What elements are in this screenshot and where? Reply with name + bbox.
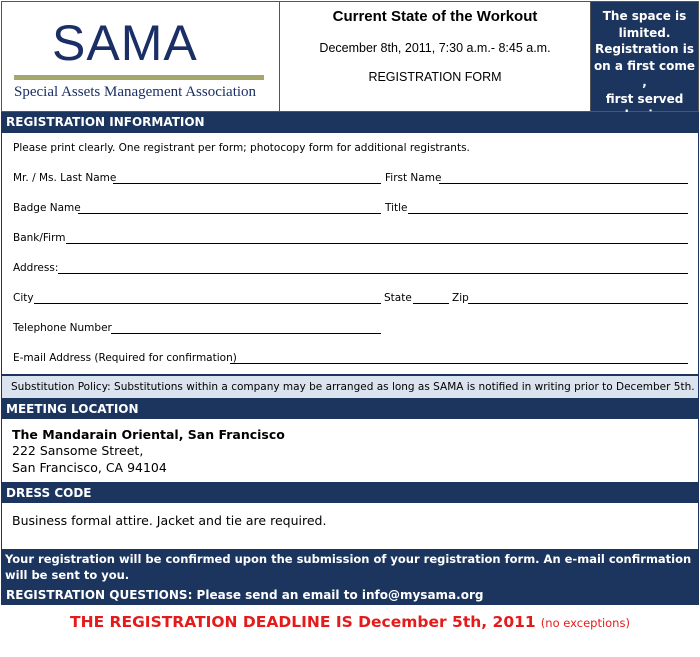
limited-space-notice <box>590 1 699 112</box>
last-name-field[interactable] <box>113 183 381 184</box>
telephone-field[interactable] <box>111 333 381 334</box>
registration-questions: REGISTRATION QUESTIONS: Please send an email to info@mysama.org <box>1 584 699 605</box>
badge-name-field[interactable] <box>78 213 381 214</box>
email-field[interactable] <box>230 363 688 364</box>
notice-line: Registration is <box>594 42 695 56</box>
state-label: State <box>384 292 412 304</box>
registration-heading: REGISTRATION INFORMATION <box>1 112 699 132</box>
substitution-text: Substitutions within a company may be arranged as long as SAMA is notified in writing prior to December 5th. <box>114 381 695 393</box>
meeting-location-heading: MEETING LOCATION <box>1 399 699 418</box>
deadline-note: (no exceptions) <box>540 616 630 630</box>
registration-deadline <box>0 612 700 631</box>
event-date: December 8th, 2011, 7:30 a.m.- 8:45 a.m. <box>319 41 551 55</box>
first-name-field[interactable] <box>439 183 688 184</box>
form-header <box>1 1 699 112</box>
zip-label: Zip <box>452 292 469 304</box>
substitution-label: Substitution Policy: <box>11 381 111 393</box>
address-field[interactable] <box>58 273 688 274</box>
title-block <box>280 1 590 112</box>
logo-name: SAMA <box>52 15 198 71</box>
zip-field[interactable] <box>468 303 688 304</box>
notice-line: on a first come , <box>593 58 696 89</box>
substitution-policy <box>1 375 699 399</box>
venue-city: San Francisco, CA 94104 <box>12 460 167 475</box>
venue-street: 222 Sansome Street, <box>12 443 144 458</box>
sama-logo <box>1 1 280 112</box>
badge-name-label: Badge Name <box>13 202 81 214</box>
deadline-text: THE REGISTRATION DEADLINE IS December 5th, 2011 <box>70 613 536 631</box>
state-field[interactable] <box>413 303 449 304</box>
last-name-label: Mr. / Ms. Last Name <box>13 172 117 184</box>
dress-code-box <box>1 502 699 550</box>
email-label: E-mail Address (Required for confirmation) <box>13 352 237 364</box>
form-label: REGISTRATION FORM <box>368 70 502 84</box>
meeting-location-box <box>1 418 699 483</box>
notice-line: limited. <box>618 25 671 40</box>
telephone-label: Telephone Number <box>13 322 112 334</box>
dress-code-heading: DRESS CODE <box>1 483 699 502</box>
venue-name: The Mandarain Oriental, San Francisco <box>12 427 285 442</box>
confirmation-notice: Your registration will be confirmed upon the submission of your registration form. An e-mail confirmation will be sent to you. <box>1 550 699 584</box>
address-label: Address: <box>13 262 59 274</box>
dress-code-text: Business formal attire. Jacket and tie are required. <box>12 513 327 528</box>
logo-divider <box>14 75 264 80</box>
registration-instructions: Please print clearly. One registrant per form; photocopy form for additional registrants. <box>13 142 470 154</box>
bank-firm-label: Bank/Firm <box>13 232 66 244</box>
bank-firm-field[interactable] <box>66 243 688 244</box>
title-field[interactable] <box>408 213 688 214</box>
notice-line: The space is <box>602 9 687 23</box>
registration-fields-box <box>1 132 699 375</box>
title-label: Title <box>385 202 408 214</box>
city-label: City <box>13 292 34 304</box>
first-name-label: First Name <box>385 172 442 184</box>
city-field[interactable] <box>34 303 381 304</box>
notice-line: first served <box>605 91 684 106</box>
logo-tagline: Special Assets Management Association <box>14 84 257 100</box>
event-title: Current State of the Workout <box>332 8 538 25</box>
